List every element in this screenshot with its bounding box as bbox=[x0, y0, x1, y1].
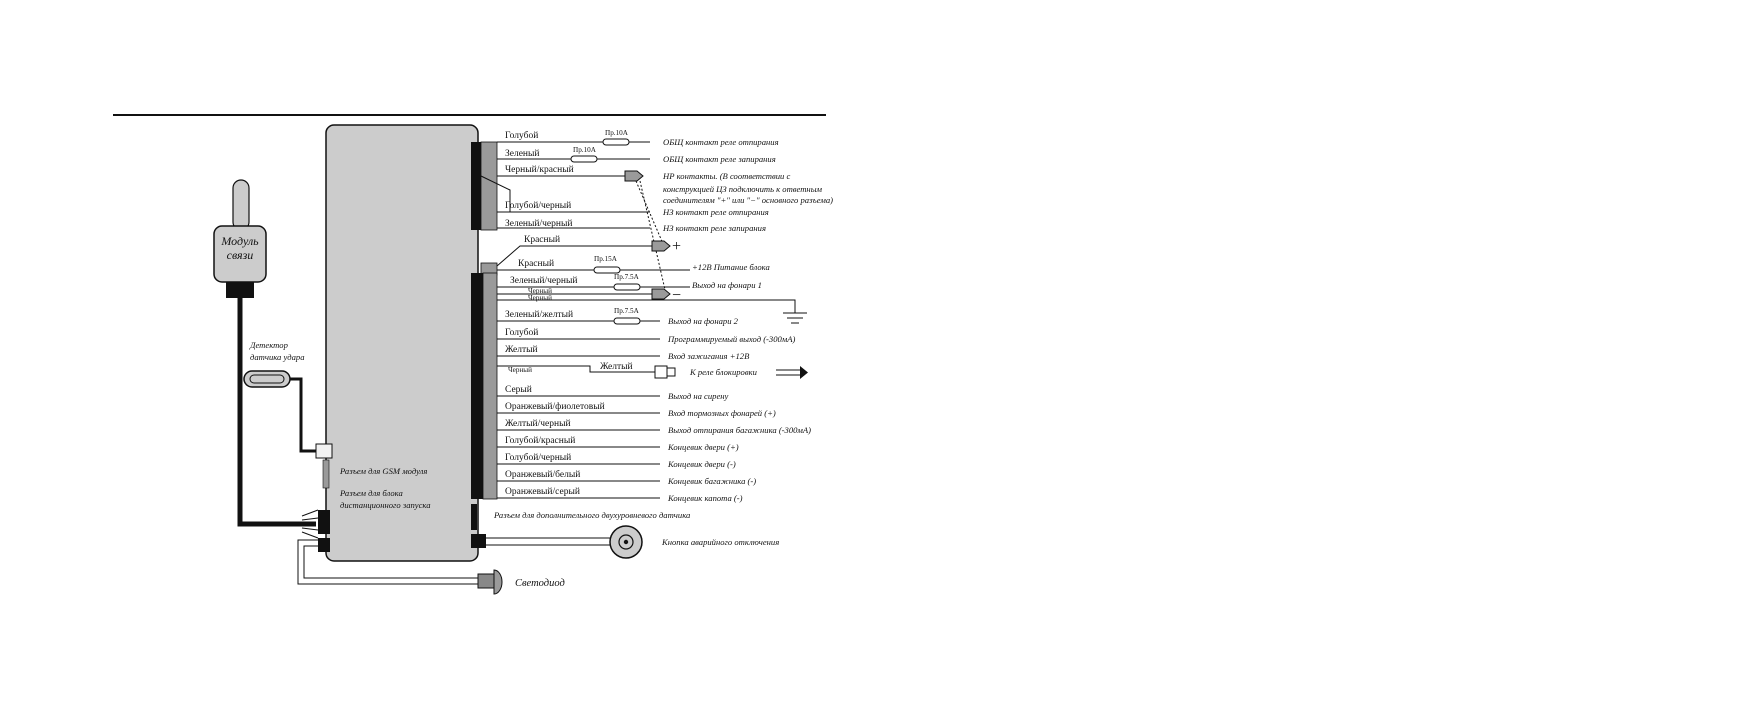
upper-wire-4-color: Голубой/черный bbox=[505, 201, 572, 211]
gsm-socket-pin bbox=[323, 460, 329, 488]
shock-detector bbox=[244, 371, 290, 387]
shock-detector-cable bbox=[290, 379, 316, 451]
upper-wire-2-fuse: Пр.10А bbox=[573, 146, 596, 154]
fuse bbox=[614, 284, 640, 290]
module-label-line1: Модуль bbox=[221, 234, 259, 248]
lower-wire-5-color: Серый bbox=[505, 385, 532, 395]
lock-relay-label: К реле блокировки bbox=[690, 367, 757, 377]
module-cable bbox=[240, 298, 316, 524]
lower-wire-3-dest: Вход зажигания +12В bbox=[668, 351, 750, 361]
gsm-socket bbox=[316, 444, 332, 458]
lock-selector-connector bbox=[625, 171, 643, 181]
power-wire-1-color: Красный bbox=[524, 235, 561, 245]
nc-note-line1: НР контакты. (В соответствии с bbox=[663, 171, 791, 181]
plus-connector bbox=[652, 241, 670, 251]
remote-connector-label-line1: Разъем для блока bbox=[340, 488, 403, 498]
lower-wire-11-color: Оранжевый/серый bbox=[505, 487, 580, 497]
upper-wire-5-dest: НЗ контакт реле запирания bbox=[663, 223, 766, 233]
lower-wire-6-color: Оранжевый/фиолетовый bbox=[505, 402, 605, 412]
fuse bbox=[614, 318, 640, 324]
upper-wire-5-color: Зеленый/черный bbox=[505, 219, 573, 229]
lock-selector-routing bbox=[636, 181, 666, 294]
upper-wire-2-color: Зеленый bbox=[505, 149, 540, 159]
minus-sign: − bbox=[672, 287, 682, 304]
lower-wire-1-dest: Выход на фонари 2 bbox=[668, 316, 738, 326]
nc-note-line2: конструкцией ЦЗ подключить к ответным bbox=[663, 184, 823, 194]
lower-wire-4-color: Черный bbox=[508, 366, 532, 374]
lower-wire-1-fuse: Пр.7.5А bbox=[614, 307, 639, 315]
upper-wire-1-dest: ОБЩ контакт реле отпирания bbox=[663, 137, 779, 147]
module-antenna bbox=[233, 180, 249, 230]
upper-connector bbox=[471, 142, 481, 230]
lower-wire-6-dest: Вход тормозных фонарей (+) bbox=[668, 408, 776, 418]
power-wire-2-color: Красный bbox=[518, 259, 555, 269]
upper-connector-housing bbox=[481, 142, 497, 230]
led-socket bbox=[318, 538, 330, 552]
lower-wire-10-color: Оранжевый/белый bbox=[505, 470, 581, 480]
power-wire-2-fuse: Пр.15А bbox=[594, 255, 617, 263]
fuse bbox=[603, 139, 629, 145]
led-label: Светодиод bbox=[515, 578, 565, 589]
upper-wire-1-color: Голубой bbox=[505, 131, 539, 141]
upper-wire-4-dest: НЗ контакт реле отпирания bbox=[663, 207, 769, 217]
arrow-right-icon bbox=[800, 366, 808, 379]
upper-wire-2-dest: ОБЩ контакт реле запирания bbox=[663, 154, 776, 164]
extra-sensor-label: Разъем для дополнительного двухуровневого датчика bbox=[494, 510, 691, 520]
lower-wire-8-dest: Концевик двери (+) bbox=[668, 442, 739, 452]
lower-wire-2-color: Голубой bbox=[505, 328, 539, 338]
emergency-button-connector bbox=[471, 534, 486, 548]
power-wire-4-color: Черный bbox=[528, 287, 552, 295]
power-wire-3-fuse: Пр.7.5А bbox=[614, 273, 639, 281]
lower-wire-1-color: Зеленый/желтый bbox=[505, 310, 574, 320]
plus-sign: + bbox=[672, 238, 682, 255]
module-label-line2: связи bbox=[226, 248, 254, 262]
remote-connector-label-line2: дистанционного запуска bbox=[340, 500, 431, 510]
remote-socket bbox=[318, 510, 330, 534]
lower-wire-5-dest: Выход на сирену bbox=[668, 391, 729, 401]
upper-wire-1-fuse: Пр.10А bbox=[605, 129, 628, 137]
lower-wire-10-dest: Концевик багажника (-) bbox=[668, 476, 757, 486]
gsm-connector-label: Разъем для GSM модуля bbox=[340, 466, 428, 476]
lower-wire-3-color: Желтый bbox=[505, 345, 538, 355]
lower-wire-4-dest: Желтый bbox=[600, 362, 633, 372]
upper-wire-3-color: Черный/красный bbox=[505, 165, 574, 175]
nc-note-line3: соединителям "+" или "−" основного разъема) bbox=[663, 195, 833, 205]
lower-wire-2-dest: Программируемый выход (-300мА) bbox=[668, 334, 796, 344]
emergency-button-cable bbox=[486, 538, 610, 545]
main-connector bbox=[471, 273, 483, 499]
lower-wire-8-color: Голубой/красный bbox=[505, 436, 576, 446]
shock-detector-label-line1: Детектор bbox=[250, 340, 288, 350]
extra-sensor-connector bbox=[471, 504, 477, 530]
lower-wire-7-dest: Выход отпирания багажника (-300мА) bbox=[668, 425, 812, 435]
module-connector bbox=[226, 282, 254, 298]
lower-wire-9-dest: Концевик двери (-) bbox=[668, 459, 736, 469]
main-connector-housing bbox=[483, 273, 497, 499]
lower-wire-9-color: Голубой/черный bbox=[505, 453, 572, 463]
lower-wire-7-color: Желтый/черный bbox=[505, 419, 571, 429]
lock-relay-connector bbox=[655, 366, 667, 378]
emergency-button-label: Кнопка аварийного отключения bbox=[662, 537, 780, 547]
fuse bbox=[571, 156, 597, 162]
minus-connector bbox=[652, 289, 670, 299]
power-wire-2-dest: +12В Питание блока bbox=[692, 262, 770, 272]
lower-wire-11-dest: Концевик капота (-) bbox=[668, 493, 743, 503]
power-wire-5-color: Черный bbox=[528, 294, 552, 302]
power-wire-3-dest: Выход на фонари 1 bbox=[692, 280, 762, 290]
power-wire-3-color: Зеленый/черный bbox=[510, 276, 578, 286]
led bbox=[478, 574, 494, 588]
shock-detector-label-line2: датчика удара bbox=[250, 352, 305, 362]
